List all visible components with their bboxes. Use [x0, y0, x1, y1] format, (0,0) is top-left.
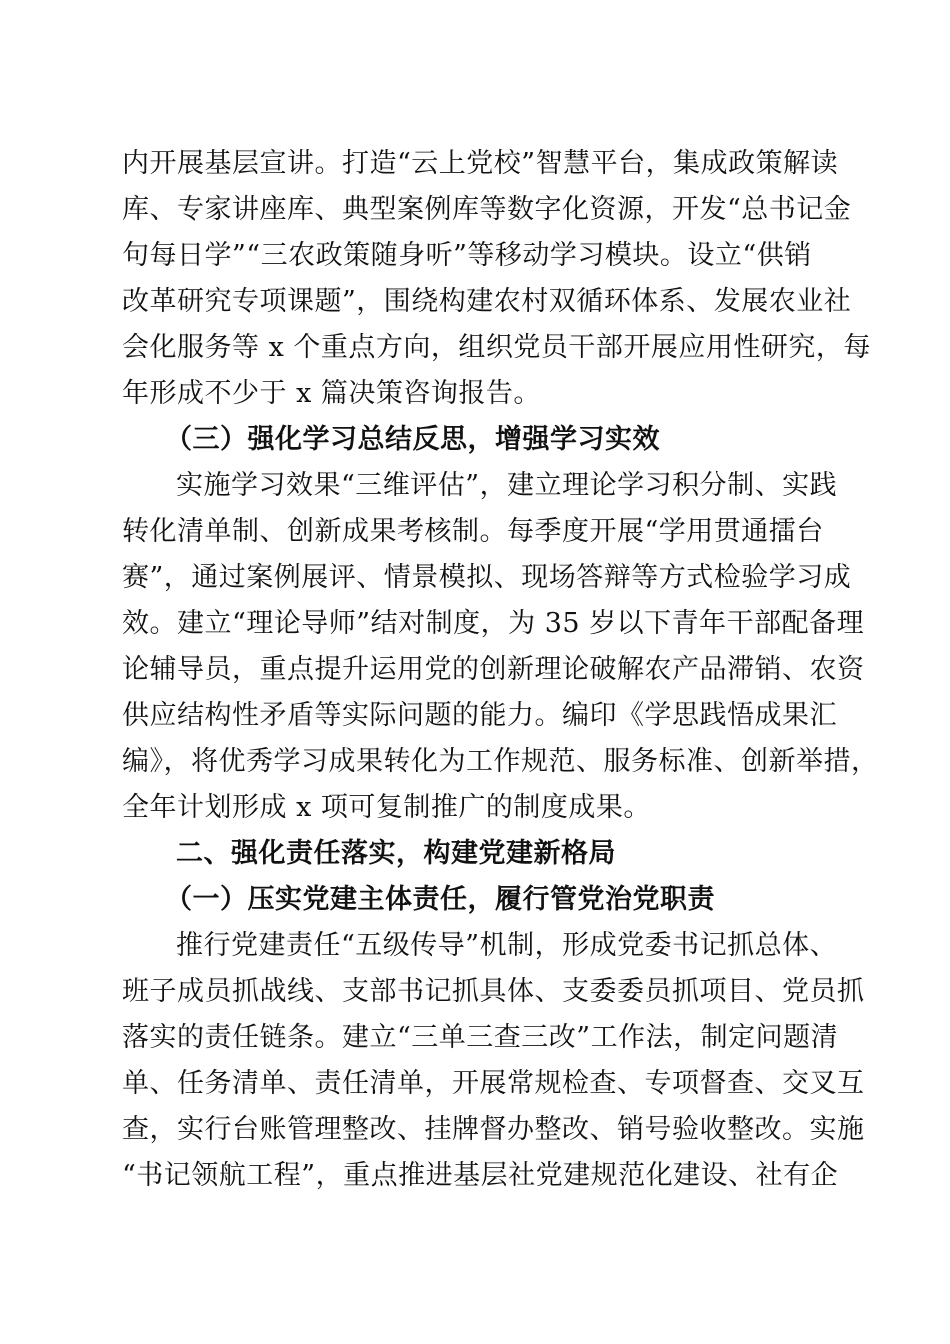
paragraph-3-line-1 [0, 923, 950, 969]
text: 赛”，通过案例展评、情景模拟、现场答辩等方式检验学习成 [122, 562, 852, 593]
subheading-2-1 [0, 877, 950, 923]
text: 句每日学”“三农政策随身听”等移动学习模块。设立“供销 [122, 240, 812, 271]
paragraph-3-line-5 [0, 1107, 950, 1153]
text: 改革研究专项课题”，围绕构建农村双循环体系、发展农业社 [122, 286, 852, 317]
paragraph-1-line-2 [0, 187, 950, 233]
paragraph-2-line-2 [0, 509, 950, 555]
paragraph-2-line-8 [0, 785, 950, 831]
text: 效。建立“理论导师”结对制度，为 35 岁以下青年干部配备理 [122, 608, 865, 639]
text: 查，实行台账管理整改、挂牌督办整改、销号验收整改。实施 [122, 1114, 865, 1145]
text: 推行党建责任“五级传导”机制，形成党委书记抓总体、 [176, 930, 838, 961]
subheading-3 [0, 417, 950, 463]
paragraph-1-line-5 [0, 325, 950, 371]
text: 论辅导员，重点提升运用党的创新理论破解农产品滞销、农资 [122, 654, 865, 685]
text: 内开展基层宣讲。打造“云上党校”智慧平台，集成政策解读 [122, 148, 839, 179]
text: 会化服务等 x 个重点方向，组织党员干部开展应用性研究，每 [122, 332, 871, 363]
text: 二、强化责任落实，构建党建新格局 [176, 838, 616, 869]
paragraph-1-line-1 [0, 141, 950, 187]
text: 全年计划形成 x 项可复制推广的制度成果。 [122, 792, 651, 823]
text: 供应结构性矛盾等实际问题的能力。编印《学思践悟成果汇 [122, 700, 837, 731]
text: 年形成不少于 x 篇决策咨询报告。 [122, 378, 541, 409]
paragraph-3-line-4 [0, 1061, 950, 1107]
text: 转化清单制、创新成果考核制。每季度开展“学用贯通擂台 [122, 516, 824, 547]
paragraph-1-line-4 [0, 279, 950, 325]
paragraph-2-line-1 [0, 463, 950, 509]
text: （一）压实党建主体责任，履行管党治党职责 [165, 884, 715, 915]
paragraph-1-line-6 [0, 371, 950, 417]
text: 库、专家讲座库、典型案例库等数字化资源，开发“总书记金 [122, 194, 852, 225]
paragraph-2-line-5 [0, 647, 950, 693]
paragraph-2-line-6 [0, 693, 950, 739]
text: 编》，将优秀学习成果转化为工作规范、服务标准、创新举措， [122, 746, 879, 777]
paragraph-2-line-3 [0, 555, 950, 601]
paragraph-3-line-6 [0, 1153, 950, 1199]
paragraph-2-line-4 [0, 601, 950, 647]
paragraph-3-line-3 [0, 1015, 950, 1061]
section-2-heading [0, 831, 950, 877]
text: 实施学习效果“三维评估”，建立理论学习积分制、实践 [176, 470, 838, 501]
text: “书记领航工程”，重点推进基层社党建规范化建设、社有企 [122, 1160, 839, 1191]
text: 班子成员抓战线、支部书记抓具体、支委委员抓项目、党员抓 [122, 976, 865, 1007]
paragraph-3-line-2 [0, 969, 950, 1015]
text: （三）强化学习总结反思，增强学习实效 [165, 424, 660, 455]
paragraph-1-line-3 [0, 233, 950, 279]
text: 落实的责任链条。建立“三单三查三改”工作法，制定问题清 [122, 1022, 839, 1053]
text: 单、任务清单、责任清单，开展常规检查、专项督查、交叉互 [122, 1068, 865, 1099]
paragraph-2-line-7 [0, 739, 950, 785]
